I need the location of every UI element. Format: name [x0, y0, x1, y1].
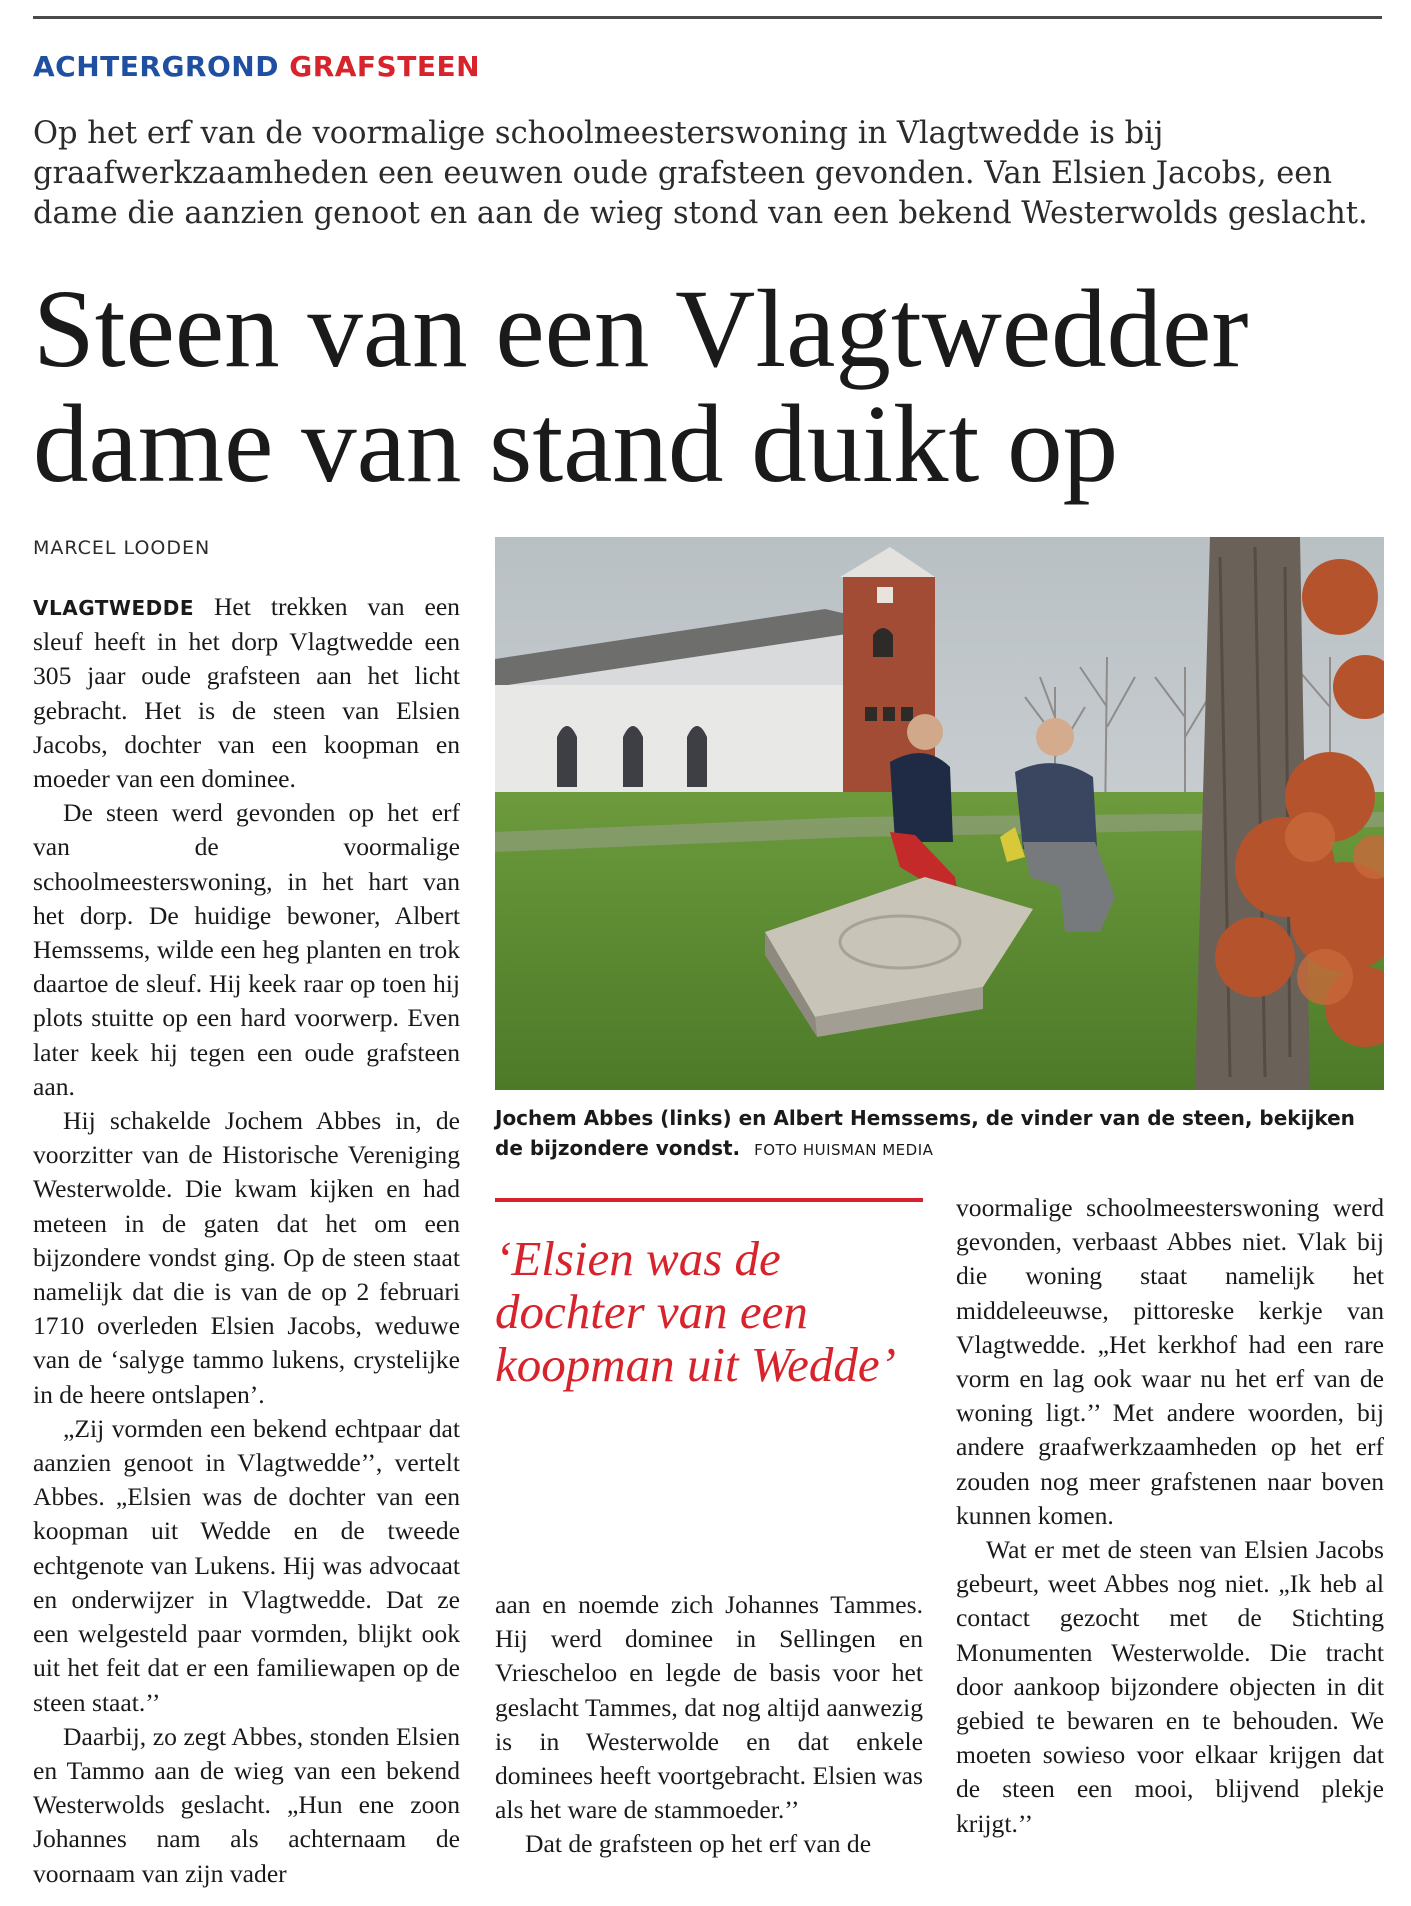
- pullquote-rule: [495, 1198, 923, 1202]
- article-paragraph: voormalige schoolmeesterswoning werd gevonden, verbaast Abbes niet. Vlak bij die woning staat namelijk het middeleeuwse, pittoreske kerkje van Vlagtwedde. „Het kerkhof had een rare vorm en lag ook waar nu het erf van de woning ligt.’’ Met andere woorden, bij andere graafwerkzaamheden op het erf zouden nog meer grafstenen naar boven kunnen komen.: [956, 1193, 1384, 1530]
- article-paragraph: „Zij vormden een bekend echtpaar dat aanzien genoot in Vlagtwedde’’, vertelt Abbes. „Elsien was de dochter van een koopman uit Wedde en de tweede echtgenote van Lukens. Hij was advocaat en onderwijzer in Vlagtwedde. Dat ze een welgesteld paar vormden, blijkt ook uit het feit dat er een familiewapen op de steen staat.’’: [33, 1413, 460, 1717]
- intro-paragraph: Op het erf van de voormalige schoolmeesterswoning in Vlagtwedde is bij graafwerkzaamheden een eeuwen oude grafsteen gevonden. Van Elsien Jacobs, een dame die aanzien genoot en aan de wieg stond van een bekend Westerwolds geslacht.: [33, 116, 1368, 231]
- headline: Steen van een Vlagtwedder dame van stand duikt op: [33, 268, 1249, 506]
- dateline: VLAGTWEDDE: [33, 596, 194, 620]
- article-paragraph: [33, 590, 460, 796]
- article-photo: [495, 537, 1384, 1090]
- article-paragraph: Hij schakelde Jochem Abbes in, de voorzitter van de Historische Vereniging Westerwolde. Die kwam kijken en had meteen in de gaten dat het om een bijzondere vondst ging. Op de steen staat namelijk dat die is van de op 2 februari 1710 overleden Elsien Jacobs, weduwe van de ‘salyge tammo lukens, crystelijke in de heere ontslapen’.: [33, 1106, 460, 1409]
- top-rule: [33, 16, 1382, 19]
- article-paragraph: Daarbij, zo zegt Abbes, stonden Elsien en Tammo aan de wieg van een bekend Westerwolds geslacht. „Hun ene zoon Johannes nam als achternaam de voornaam van zijn vader: [33, 1721, 460, 1888]
- section-kicker: ACHTERGROND: [33, 50, 279, 83]
- pullquote: ‘Elsien was de dochter van een koopman uit Wedde’: [495, 1231, 896, 1392]
- article-paragraph: De steen werd gevonden op het erf van de voormalige schoolmeesterswoning, in het hart van het dorp. De huidige bewoner, Albert Hemssems, wilde een heg planten en trok daartoe de sleuf. Hij keek raar op toen hij plots stuitte op een hard voorwerp. Even later keek hij tegen een oude grafsteen aan.: [33, 798, 460, 1101]
- article-column-1: [33, 590, 460, 1891]
- article-column-2: [495, 1588, 923, 1862]
- section-label: [33, 50, 480, 83]
- section-topic: GRAFSTEEN: [289, 50, 481, 83]
- photo-credit: FOTO HUISMAN MEDIA: [754, 1141, 934, 1159]
- caption-text: Jochem Abbes (links) en Albert Hemssems, de vinder van de steen, bekijken de bijzondere vondst.: [495, 1106, 1355, 1160]
- photo-caption: [495, 1103, 1384, 1165]
- article-paragraph: aan en noemde zich Johannes Tammes. Hij werd dominee in Sellingen en Vriescheloo en legde de basis voor het geslacht Tammes, dat nog altijd aanwezig is in Westerwolde en dat enkele dominees heeft voortgebracht. Elsien was als het ware de stammoeder.’’: [495, 1590, 923, 1825]
- paragraph-text: Het trekken van een sleuf heeft in het dorp Vlagtwedde een 305 jaar oude grafsteen aan het licht gebracht. Het is de steen van Elsien Jacobs, dochter van een koopman en moeder van een dominee.: [33, 592, 460, 794]
- photo-church-gravestone: [495, 537, 1384, 1090]
- article-paragraph: Dat de grafsteen op het erf van de: [525, 1829, 872, 1859]
- article-paragraph: Wat er met de steen van Elsien Jacobs gebeurt, weet Abbes nog niet. „Ik heb al contact gezocht met de Stichting Monumenten Westerwolde. Die tracht door aankoop bijzondere objecten in dit gebied te bewaren en te behouden. We moeten sowieso voor elkaar krijgen dat de steen een mooi, blijvend plekje krijgt.’’: [956, 1535, 1384, 1838]
- article-column-3: [956, 1191, 1384, 1841]
- byline: MARCEL LOODEN: [33, 537, 211, 559]
